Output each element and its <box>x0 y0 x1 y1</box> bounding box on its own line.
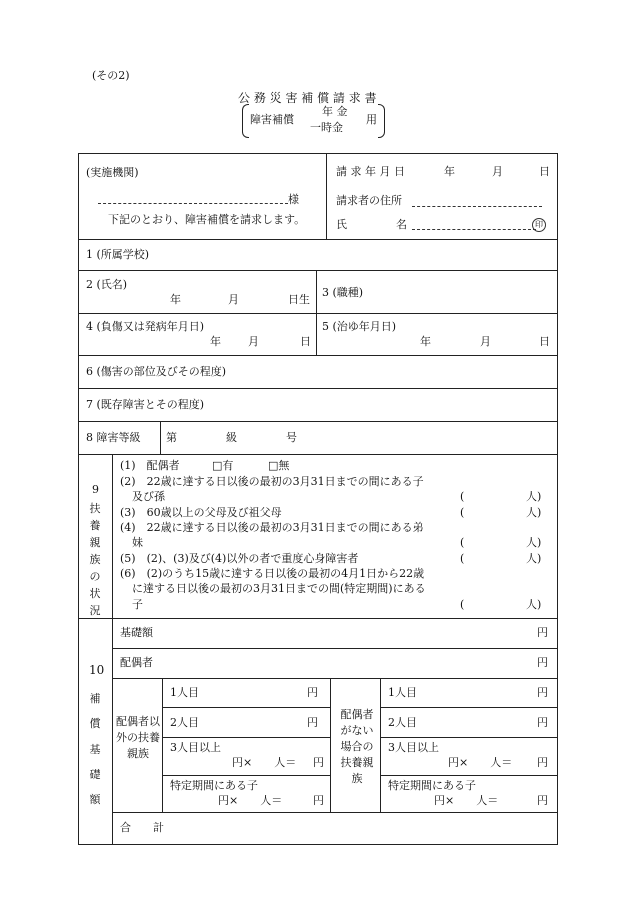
injury-month: 月 <box>248 335 259 348</box>
cure-day: 日 <box>539 335 550 348</box>
base-amount-label: 基礎額 <box>120 626 153 639</box>
name-label-2: 名 <box>396 218 407 231</box>
right-bracket <box>378 104 385 138</box>
row-divider <box>78 270 558 271</box>
dep-siblings-b: 妹 <box>132 536 143 549</box>
ws-third-calc: 円× 人＝ <box>232 756 297 769</box>
yen-unit: 円 <box>537 716 548 729</box>
ws-third-label: 3人目以上 <box>170 741 221 754</box>
paren-open: ( <box>460 536 465 549</box>
birth-day: 日生 <box>288 293 310 306</box>
agency-label: (実施機関) <box>86 166 139 179</box>
row-divider <box>78 313 558 314</box>
seal-mark: 印 <box>532 218 546 232</box>
cure-month: 月 <box>480 335 491 348</box>
compensation-section-number: 10 <box>89 663 105 677</box>
row-divider <box>78 239 558 240</box>
persons-count: 人) <box>526 536 542 549</box>
dep-special-a: (6) (2)のうち15歳に達する日以後の最初の4月1日から22歳 <box>120 567 425 580</box>
ws-second-label: 2人目 <box>170 716 199 729</box>
row-divider <box>78 388 558 389</box>
dep-special-c: 子 <box>132 598 143 611</box>
subtitle-disability: 障害補償 <box>250 113 294 126</box>
injury-year: 年 <box>210 335 221 348</box>
row-divider <box>380 737 558 738</box>
grade-dai: 第 <box>166 431 177 444</box>
yen-unit: 円 <box>537 626 548 639</box>
date-month: 月 <box>492 165 503 178</box>
injury-date-label: 4 (負傷又は発病年月日) <box>86 320 205 333</box>
address-label: 請求者の住所 <box>336 194 402 207</box>
subtitle-lumpsum: 一時金 <box>310 121 343 134</box>
grade-kyu: 級 <box>226 431 237 444</box>
cure-year: 年 <box>420 335 431 348</box>
yen-unit: 円 <box>537 794 548 807</box>
yen-unit: 円 <box>537 686 548 699</box>
injury-part-label: 6 (傷害の部位及びその程度) <box>86 365 227 378</box>
row-divider <box>112 648 558 649</box>
yen-unit: 円 <box>307 686 318 699</box>
subtitle-pension: 年 金 <box>322 105 348 118</box>
dep-spouse: (1) 配偶者 <box>120 459 180 472</box>
request-statement: 下記のとおり、障害補償を請求します。 <box>108 213 306 226</box>
dep-special-b: に達する日以後の最初の3月31日までの間(特定期間)にある <box>132 582 426 595</box>
occupation-label: 3 (職種) <box>322 286 364 299</box>
dep-children-b: 及び孫 <box>132 490 165 503</box>
yen-unit: 円 <box>313 794 324 807</box>
ws-special-calc: 円× 人＝ <box>218 794 283 807</box>
row-divider <box>112 812 558 813</box>
birth-year: 年 <box>170 293 181 306</box>
row-divider <box>78 421 558 422</box>
date-year: 年 <box>444 165 455 178</box>
ns-special-label: 特定期間にある子 <box>388 779 476 792</box>
form-number: (その2) <box>92 69 130 82</box>
existing-disability-label: 7 (既存障害とその程度) <box>86 398 205 411</box>
school-label: 1 (所属学校) <box>86 248 150 261</box>
injury-day: 日 <box>300 335 311 348</box>
ns-second-label: 2人目 <box>388 716 417 729</box>
row-divider <box>162 775 330 776</box>
dep-spouse-no[interactable]: □無 <box>268 459 290 472</box>
grade-go: 号 <box>286 431 297 444</box>
form-title: 公 務 災 害 補 償 請 求 書 <box>238 91 377 105</box>
paren-open: ( <box>460 552 465 565</box>
dependents-section-label: 扶養親族の状況 <box>89 502 101 618</box>
persons-count: 人) <box>526 490 542 503</box>
row-divider <box>162 737 330 738</box>
row-divider <box>78 618 558 619</box>
no-spouse-dependents-label: 配偶者がない場合の扶養親族 <box>340 708 374 785</box>
request-date-label: 請 求 年 月 日 <box>336 165 405 178</box>
yen-unit: 円 <box>307 716 318 729</box>
sama-suffix: 様 <box>288 193 299 206</box>
col-divider <box>326 153 327 239</box>
col-divider <box>112 454 113 845</box>
dep-parents: (3) 60歳以上の父母及び祖父母 <box>120 506 282 519</box>
disability-grade-label: 8 障害等級 <box>86 431 141 444</box>
dep-severe-disabled: (5) (2)、(3)及び(4)以外の者で重度心身障害者 <box>120 552 359 565</box>
ns-third-label: 3人目以上 <box>388 741 439 754</box>
total-label: 合 計 <box>120 821 164 834</box>
yen-unit: 円 <box>537 756 548 769</box>
yen-unit: 円 <box>313 756 324 769</box>
ns-first-label: 1人目 <box>388 686 417 699</box>
paren-open: ( <box>460 598 465 611</box>
with-spouse-dependents-label: 配偶者以外の扶養親族 <box>116 715 160 760</box>
cure-date-label: 5 (治ゆ年月日) <box>322 320 397 333</box>
ws-first-label: 1人目 <box>170 686 199 699</box>
ns-special-calc: 円× 人＝ <box>434 794 499 807</box>
col-divider <box>330 678 331 812</box>
paren-open: ( <box>460 506 465 519</box>
agency-name-line[interactable] <box>98 203 288 204</box>
row-divider <box>162 707 330 708</box>
date-day: 日 <box>539 165 550 178</box>
dep-spouse-yes[interactable]: □有 <box>212 459 234 472</box>
name-line[interactable] <box>412 229 536 230</box>
row-divider <box>112 678 558 679</box>
dep-children-a: (2) 22歳に達する日以後の最初の3月31日までの間にある子 <box>120 475 424 488</box>
name-birth-label: 2 (氏名) <box>86 278 128 291</box>
row-divider <box>380 707 558 708</box>
ns-third-calc: 円× 人＝ <box>448 756 513 769</box>
compensation-section-label: 補償基礎額 <box>89 692 101 807</box>
row-divider <box>78 454 558 455</box>
col-divider <box>160 421 161 454</box>
row-divider <box>78 355 558 356</box>
persons-count: 人) <box>526 552 542 565</box>
persons-count: 人) <box>526 506 542 519</box>
paren-open: ( <box>460 490 465 503</box>
subtitle-use: 用 <box>366 113 377 126</box>
col-divider <box>380 678 381 812</box>
address-line[interactable] <box>412 206 542 207</box>
row-divider <box>380 775 558 776</box>
name-label-1: 氏 <box>336 218 347 231</box>
birth-month: 月 <box>228 293 239 306</box>
persons-count: 人) <box>526 598 542 611</box>
ws-special-label: 特定期間にある子 <box>170 779 258 792</box>
spouse-amount-label: 配偶者 <box>120 656 153 669</box>
col-divider <box>316 270 317 356</box>
yen-unit: 円 <box>537 656 548 669</box>
dep-siblings-a: (4) 22歳に達する日以後の最初の3月31日までの間にある弟 <box>120 521 424 534</box>
left-bracket <box>242 104 249 138</box>
dependents-section-number: 9 <box>92 483 99 496</box>
col-divider <box>162 678 163 812</box>
